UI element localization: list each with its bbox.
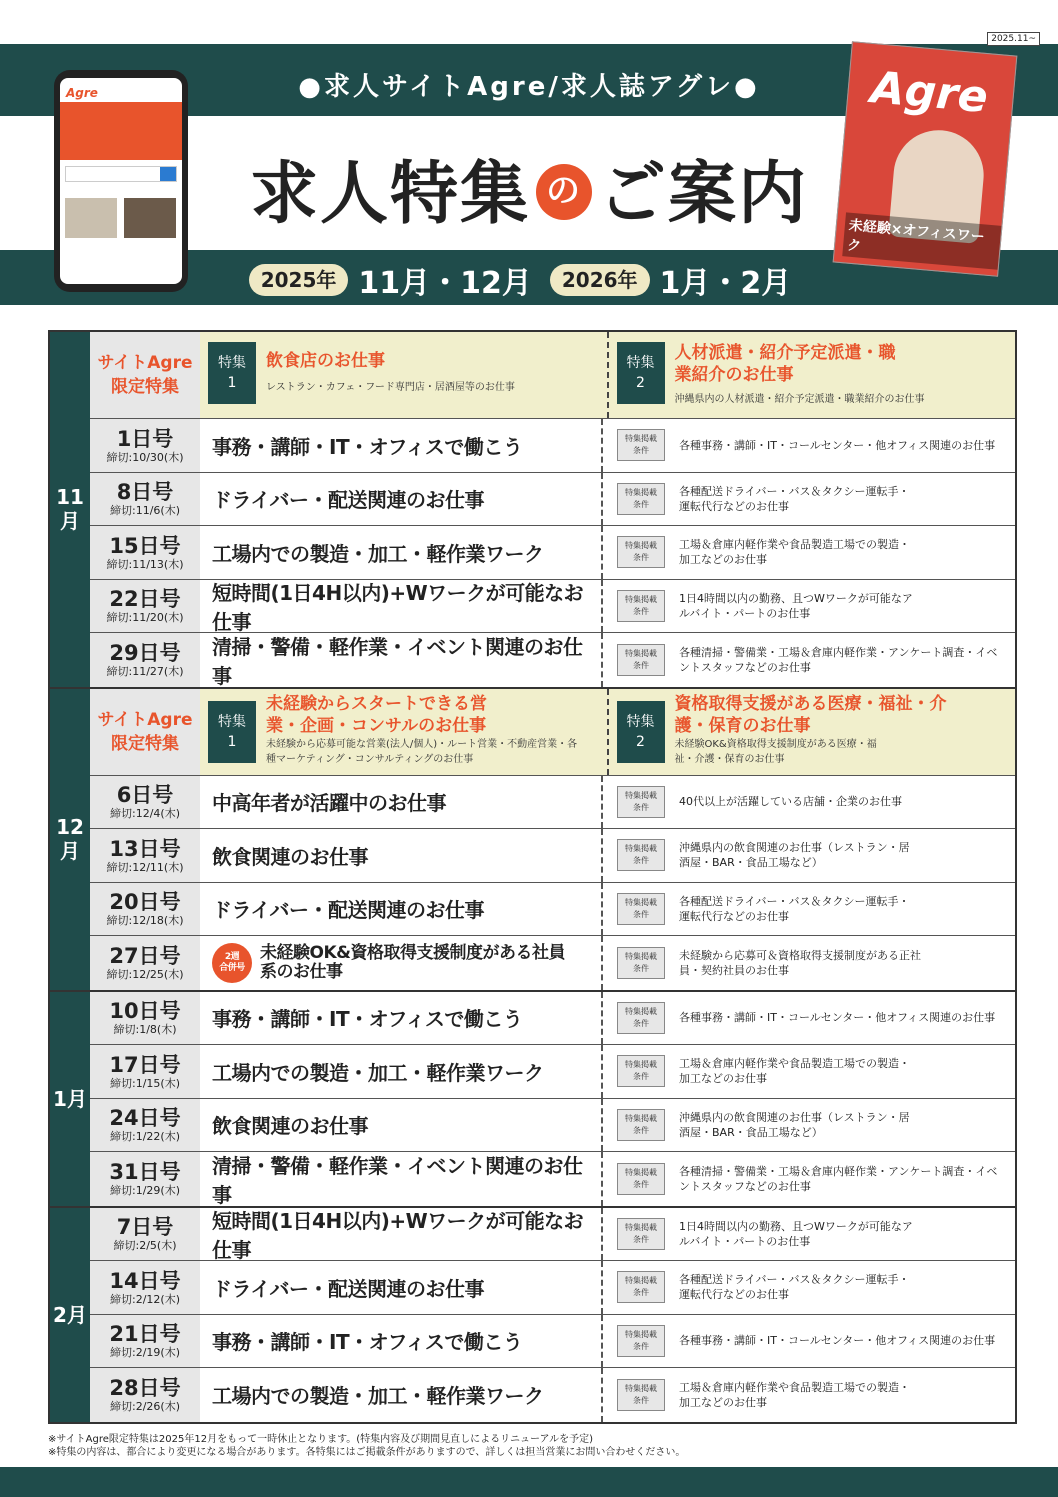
issue-row xyxy=(90,1045,1015,1099)
condition-tag: 特集掲載 条件 xyxy=(617,1271,665,1303)
condition-text: 各種清掃・警備業・工場＆倉庫内軽作業・アンケート調査・イベントスタッフなどのお仕事 xyxy=(679,645,998,674)
issue-row xyxy=(90,883,1015,937)
condition-tag: 特集掲載 条件 xyxy=(617,1379,665,1411)
issue-number: 29日号 xyxy=(109,641,181,666)
title-no-circle: の xyxy=(536,164,592,220)
feature-badge: 特集 1 xyxy=(208,342,256,404)
condition-tag: 特集掲載 条件 xyxy=(617,590,665,622)
month-block-feb xyxy=(50,1208,1015,1422)
footnote: ※サイトAgre限定特集は2025年12月をもって一時休止となります。(特集内容及び期間見直しによるリニューアルを予定) xyxy=(48,1434,593,1445)
issue-number: 20日号 xyxy=(109,890,181,915)
issue-deadline: 締切:1/22(木) xyxy=(110,1130,180,1144)
issue-deadline: 締切:1/15(木) xyxy=(110,1076,180,1090)
feature-desc: 未経験OK&資格取得支援制度がある医療・福祉・介護・保育のお仕事 xyxy=(674,738,877,765)
condition-tag: 特集掲載 条件 xyxy=(617,1109,665,1141)
issue-title: 事務・講師・IT・オフィスで働こう xyxy=(200,992,603,1045)
issue-number: 22日号 xyxy=(109,587,181,612)
issue-title: 飲食関連のお仕事 xyxy=(200,829,603,882)
cover-text: 未経験×オフィスワーク xyxy=(842,212,1001,269)
month-label: 11月 xyxy=(50,332,90,687)
issue-title: 短時間(1日4H以内)+Wワークが可能なお仕事 xyxy=(200,580,603,633)
feature-1 xyxy=(200,689,607,775)
issue-deadline: 締切:11/27(木) xyxy=(106,665,184,679)
condition-text: 沖縄県内の飲食関連のお仕事（レストラン・居酒屋・BAR・食品工場など） xyxy=(679,1110,910,1139)
issue-row xyxy=(90,1152,1015,1206)
issue-number: 10日号 xyxy=(109,999,181,1024)
issue-title-cell xyxy=(200,936,603,990)
issue-title: 工場内での製造・加工・軽作業ワーク xyxy=(200,1368,603,1422)
condition-text: 未経験から応募可＆資格取得支援制度がある正社員・契約社員のお仕事 xyxy=(679,948,921,977)
issue-row xyxy=(90,992,1015,1046)
feature-desc: レストラン・カフェ・フード専門店・居酒屋等のお仕事 xyxy=(266,382,515,393)
condition-tag: 特集掲載 条件 xyxy=(617,1325,665,1357)
schedule-table xyxy=(48,330,1017,1424)
feature-1 xyxy=(200,332,607,418)
issue-row xyxy=(90,580,1015,634)
condition-text: 沖縄県内の飲食関連のお仕事（レストラン・居酒屋・BAR・食品工場など） xyxy=(679,841,910,870)
issue-deadline: 締切:2/19(木) xyxy=(110,1346,180,1360)
phone-logo: Agre xyxy=(66,86,98,100)
condition-text: 各種配送ドライバー・バス＆タクシー運転手・運転代行などのお仕事 xyxy=(679,894,910,923)
condition-tag: 特集掲載 条件 xyxy=(617,1055,665,1087)
issue-number: 24日号 xyxy=(109,1106,181,1131)
issue-deadline: 締切:2/5(木) xyxy=(113,1239,177,1253)
issue-title: ドライバー・配送関連のお仕事 xyxy=(200,1261,603,1314)
condition-text: 各種事務・講師・IT・コールセンター・他オフィス関連のお仕事 xyxy=(679,1334,996,1348)
smartphone-image xyxy=(54,70,188,292)
condition-text: 各種清掃・警備業・工場＆倉庫内軽作業・アンケート調査・イベントスタッフなどのお仕事 xyxy=(679,1164,998,1193)
version-label: 2025.11~ xyxy=(987,32,1040,46)
year-pill-2025: 2025年 xyxy=(249,264,349,296)
condition-text: 1日4時間以内の勤務、且つWワークが可能なアルバイト・パートのお仕事 xyxy=(679,1219,913,1248)
page-subtitle: ●求人サイトAgre/求人誌アグレ● xyxy=(298,72,760,102)
combined-issue-badge: 2週 合併号 xyxy=(212,943,252,983)
issue-deadline: 締切:11/13(木) xyxy=(106,557,184,571)
issue-row xyxy=(90,1315,1015,1369)
issue-number: 14日号 xyxy=(109,1268,181,1293)
issue-title: 工場内での製造・加工・軽作業ワーク xyxy=(200,1045,603,1098)
condition-text: 1日4時間以内の勤務、且つWワークが可能なアルバイト・パートのお仕事 xyxy=(679,591,913,620)
issue-row xyxy=(90,473,1015,527)
issue-number: 7日号 xyxy=(116,1215,174,1240)
issue-deadline: 締切:2/26(木) xyxy=(110,1400,180,1414)
condition-text: 各種事務・講師・IT・コールセンター・他オフィス関連のお仕事 xyxy=(679,438,996,452)
issue-title: 中高年者が活躍中のお仕事 xyxy=(200,776,603,829)
condition-tag: 特集掲載 条件 xyxy=(617,429,665,461)
phone-header-area xyxy=(60,102,182,160)
feature-title: 未経験からスタートできる営業・企画・コンサルのお仕事 xyxy=(266,693,487,736)
phone-thumbnail xyxy=(65,198,117,238)
issue-row xyxy=(90,419,1015,473)
condition-text: 各種配送ドライバー・バス＆タクシー運転手・運転代行などのお仕事 xyxy=(679,484,910,513)
condition-tag: 特集掲載 条件 xyxy=(617,893,665,925)
issue-number: 28日号 xyxy=(109,1376,181,1401)
issue-deadline: 締切:10/30(木) xyxy=(106,450,184,464)
month-label: 1月 xyxy=(50,992,90,1206)
issue-row xyxy=(90,526,1015,580)
issue-row xyxy=(90,1208,1015,1262)
issue-title: 飲食関連のお仕事 xyxy=(200,1099,603,1152)
condition-text: 各種配送ドライバー・バス＆タクシー運転手・運転代行などのお仕事 xyxy=(679,1273,910,1302)
feature-desc: 未経験から応募可能な営業(法人/個人)・ルート営業・不動産営業・各種マーケティング・コンサルティングのお仕事 xyxy=(266,738,578,765)
issue-deadline: 締切:12/4(木) xyxy=(110,807,180,821)
issue-number: 27日号 xyxy=(109,944,181,969)
issue-number: 1日号 xyxy=(116,426,174,451)
feature-badge: 特集 2 xyxy=(617,342,665,404)
issue-row xyxy=(90,776,1015,830)
issue-deadline: 締切:1/8(木) xyxy=(113,1023,177,1037)
feature-2 xyxy=(607,689,1016,775)
issue-title: 短時間(1日4H以内)+Wワークが可能なお仕事 xyxy=(200,1208,603,1261)
issue-row xyxy=(90,1368,1015,1422)
issue-title: 事務・講師・IT・オフィスで働こう xyxy=(200,1315,603,1368)
condition-text: 工場＆倉庫内軽作業や食品製造工場での製造・加工などのお仕事 xyxy=(679,1380,910,1409)
condition-tag: 特集掲載 条件 xyxy=(617,483,665,515)
issue-deadline: 締切:2/12(木) xyxy=(110,1292,180,1306)
search-icon xyxy=(160,167,176,181)
feature-label: サイトAgre 限定特集 xyxy=(90,332,200,418)
feature-badge: 特集 1 xyxy=(208,701,256,763)
feature-row xyxy=(90,332,1015,419)
issue-title: ドライバー・配送関連のお仕事 xyxy=(200,473,603,526)
issue-row xyxy=(90,1261,1015,1315)
feature-title: 人材派遣・紹介予定派遣・職業紹介のお仕事 xyxy=(674,343,896,385)
phone-search-box xyxy=(65,166,177,182)
issue-number: 17日号 xyxy=(109,1052,181,1077)
magazine-cover-image xyxy=(833,41,1018,277)
issue-title: 未経験OK&資格取得支援制度がある社員系のお仕事 xyxy=(260,942,565,982)
issue-title: 清掃・警備・軽作業・イベント関連のお仕事 xyxy=(200,633,603,687)
issue-number: 6日号 xyxy=(116,783,174,808)
issue-row xyxy=(90,633,1015,687)
feature-title: 資格取得支援がある医療・福祉・介護・保育のお仕事 xyxy=(674,693,947,736)
feature-2 xyxy=(607,332,1016,418)
months-2025: 11月・12月 xyxy=(358,266,532,301)
condition-text: 工場＆倉庫内軽作業や食品製造工場での製造・加工などのお仕事 xyxy=(679,538,910,567)
year-pill-2026: 2026年 xyxy=(550,264,650,296)
issue-number: 21日号 xyxy=(109,1322,181,1347)
month-label: 12月 xyxy=(50,689,90,990)
issue-title: ドライバー・配送関連のお仕事 xyxy=(200,883,603,936)
condition-tag: 特集掲載 条件 xyxy=(617,786,665,818)
issue-deadline: 締切:12/11(木) xyxy=(106,860,184,874)
issue-number: 8日号 xyxy=(116,480,174,505)
phone-thumbnail xyxy=(124,198,176,238)
condition-tag: 特集掲載 条件 xyxy=(617,1002,665,1034)
issue-deadline: 締切:11/6(木) xyxy=(110,504,180,518)
issue-title: 工場内での製造・加工・軽作業ワーク xyxy=(200,526,603,579)
condition-tag: 特集掲載 条件 xyxy=(617,536,665,568)
issue-title: 清掃・警備・軽作業・イベント関連のお仕事 xyxy=(200,1152,603,1206)
bottom-band xyxy=(0,1467,1058,1497)
month-block-dec xyxy=(50,689,1015,992)
issue-title: 事務・講師・IT・オフィスで働こう xyxy=(200,419,603,472)
condition-tag: 特集掲載 条件 xyxy=(617,1218,665,1250)
condition-tag: 特集掲載 条件 xyxy=(617,1163,665,1195)
title-tail: ご案内 xyxy=(598,155,809,234)
magazine-logo: Agre xyxy=(868,62,990,124)
footnotes xyxy=(48,1433,685,1459)
title-main: 求人特集 xyxy=(249,155,530,234)
issue-row xyxy=(90,1099,1015,1153)
month-label: 2月 xyxy=(50,1208,90,1422)
condition-text: 各種事務・講師・IT・コールセンター・他オフィス関連のお仕事 xyxy=(679,1011,996,1025)
condition-tag: 特集掲載 条件 xyxy=(617,947,665,979)
issue-deadline: 締切:12/25(木) xyxy=(106,968,184,982)
issue-number: 15日号 xyxy=(109,533,181,558)
feature-label: サイトAgre 限定特集 xyxy=(90,689,200,775)
issue-row xyxy=(90,829,1015,883)
month-block-jan xyxy=(50,992,1015,1208)
issue-deadline: 締切:11/20(木) xyxy=(106,611,184,625)
condition-tag: 特集掲載 条件 xyxy=(617,839,665,871)
feature-desc: 沖縄県内の人材派遣・紹介予定派遣・職業紹介のお仕事 xyxy=(674,394,925,405)
issue-deadline: 締切:12/18(木) xyxy=(106,914,184,928)
issue-deadline: 締切:1/29(木) xyxy=(110,1184,180,1198)
issue-number: 31日号 xyxy=(109,1160,181,1185)
condition-text: 工場＆倉庫内軽作業や食品製造工場での製造・加工などのお仕事 xyxy=(679,1057,910,1086)
months-2026: 1月・2月 xyxy=(659,266,792,301)
issue-number: 13日号 xyxy=(109,836,181,861)
issue-row xyxy=(90,936,1015,990)
condition-text: 40代以上が活躍している店舗・企業のお仕事 xyxy=(679,795,902,809)
footnote: ※特集の内容は、都合により変更になる場合があります。各特集にはご掲載条件がありますので、詳しくは担当営業にお問い合わせください。 xyxy=(48,1447,686,1458)
feature-row xyxy=(90,689,1015,776)
feature-badge: 特集 2 xyxy=(617,701,665,763)
month-block-nov xyxy=(50,332,1015,689)
feature-title: 飲食店のお仕事 xyxy=(266,351,385,371)
condition-tag: 特集掲載 条件 xyxy=(617,644,665,676)
